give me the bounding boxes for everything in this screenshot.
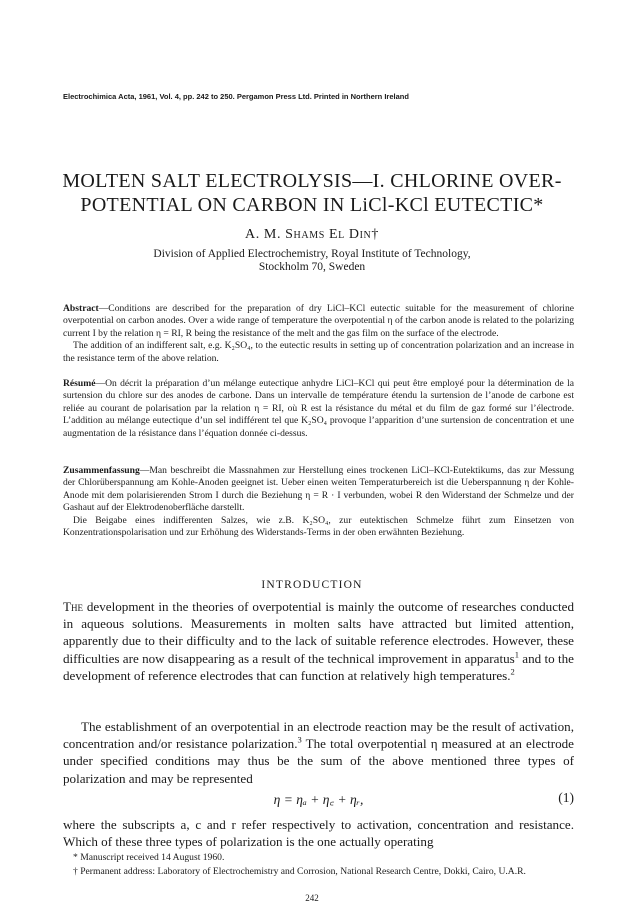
- equation-number: (1): [558, 790, 574, 805]
- intro-paragraph-1: [63, 598, 574, 684]
- zusammenfassung-label: Zusammenfassung: [63, 465, 140, 476]
- intro-p2-a: The establishment of an overpotential in an electrode reaction may be the result of activation, concentration and/or resistance polarization.: [63, 719, 574, 752]
- resume-text: —On décrit la préparation d’un mélange eutectique anhydre LiCl–KCl qui peut être employé pour la détermination de la surtension du chlore sur des anodes de carbone. Dans un intervalle de température étendu la surtension de l’anode de carbone est reliée au courant de polarisation par la relation η = RI, où R est la résistance du métal et du film de gaz formé sur l’électrode. L’addition au mélange eutectique d’un sel indifférent tel que K₂SO₄ provoque l’apparition d’une surtension de concentration et une augmentation de la résistance dans l’équation donnée ci-dessus.: [63, 378, 574, 439]
- intro-p1-a: development in the theories of overpotential is mainly the outcome of researches conducted in aqueous solutions. Measurements in molten salts have attracted but limited attention, apparently due to their difficulty and to the lack of suitable reference electrodes. However, these difficulties are now disappearing as a result of the technical improvement in apparatus: [63, 599, 574, 666]
- title-line-1: MOLTEN SALT ELECTROLYSIS—I. CHLORINE OVER-: [62, 170, 562, 192]
- resume-label: Résumé: [63, 378, 96, 389]
- zusammenfassung-text-2: Die Beigabe eines indifferenten Salzes, wie z.B. K₂SO₄, zur eutektischen Schmelze führt zum Einsetzen von Konzentrationspolarisation und zur Erhöhung des Widerstands-Terms in der oben erwähnten Beziehung.: [63, 514, 574, 539]
- footnote-manuscript: * Manuscript received 14 August 1960.: [73, 852, 225, 863]
- intro-paragraph-3: where the subscripts a, c and r refer respectively to activation, concentration and resistance. Which of these three types of polarization is the one actually operating: [63, 817, 574, 850]
- author: A. M. Shams El Din†: [245, 227, 379, 242]
- abstract-label: Abstract: [63, 303, 99, 314]
- abstract-text-2: The addition of an indifferent salt, e.g. K₂SO₄, to the eutectic results in setting up of concentration polarization and an increase in the resistance term of the above relation.: [63, 340, 574, 364]
- abstract-text: —Conditions are described for the preparation of dry LiCl–KCl eutectic suitable for the measurement of chlorine overpotential on carbon anodes. Over a wide range of temperature the overpotential η of the carbon anode is related to the polarizing current I by the relation η = RI, R being the resistance of the melt and the gas film on the surface of the electrode.: [63, 303, 574, 339]
- equation-1: [63, 790, 574, 808]
- ref-1: 1: [514, 649, 519, 660]
- intro-p2-b: The total overpotential η measured at an electrode under specified conditions may thus be the sum of the above mentioned three types of polarization and may be represented: [63, 736, 574, 786]
- ref-3: 3: [297, 734, 302, 745]
- affiliation-line-2: Stockholm 70, Sweden: [258, 261, 366, 273]
- intro-p1-b: and to the development of reference electrodes that can function at relatively high temperatures.: [63, 650, 574, 683]
- intro-lead-word: The: [63, 599, 83, 614]
- journal-citation: Electrochimica Acta, 1961, Vol. 4, pp. 242 to 250. Pergamon Press Ltd. Printed in Northern Ireland: [63, 92, 409, 101]
- title-line-2: POTENTIAL ON CARBON IN LiCl-KCl EUTECTIC*: [80, 194, 544, 216]
- paper-title: [30, 169, 594, 217]
- affiliation-line-1: Division of Applied Electrochemistry, Royal Institute of Technology,: [153, 248, 471, 260]
- equation-expression: η = ηₐ + η꜀ + ηᵣ,: [273, 792, 364, 807]
- ref-2: 2: [510, 666, 515, 677]
- resume: [63, 378, 574, 440]
- intro-paragraph-2: [63, 718, 574, 787]
- abstract: [63, 303, 574, 365]
- affiliation: [0, 248, 624, 274]
- zusammenfassung: [63, 465, 574, 539]
- zusammenfassung-text: —Man beschreibt die Massnahmen zur Herstellung eines trockenen LiCl–KCl-Eutektikums, das zur Messung der Chlorüberspannung am Kohle-Anoden geeignet ist. Ueber einen weiten Temperaturbereich ist die Ueberspannung η der Kohle-Anode mit dem polarisierenden Strom I durch die Beziehung η = R · I verbunden, wobei R den Widerstand der Schmelze und der Gashaut auf der Elektrodenoberfläche darstellt.: [63, 465, 574, 514]
- footnote-address: † Permanent address: Laboratory of Electrochemistry and Corrosion, National Research Centre, Dokki, Cairo, U.A.R.: [73, 866, 526, 877]
- page-number: 242: [305, 893, 319, 903]
- section-heading-introduction: INTRODUCTION: [261, 579, 363, 591]
